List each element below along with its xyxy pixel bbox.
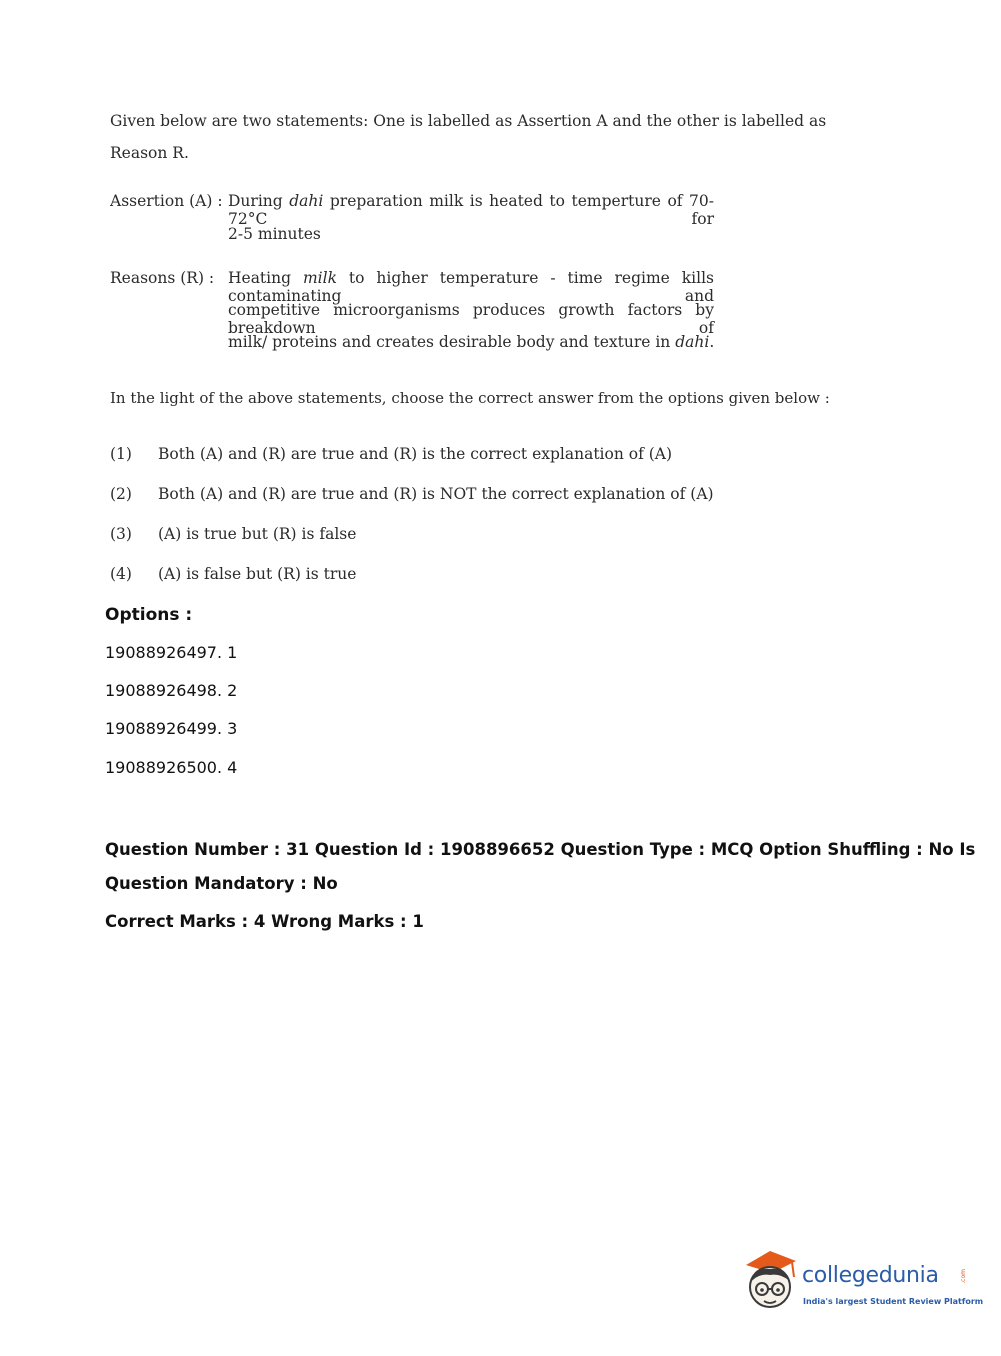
option-item: 19088926497. 1 (105, 643, 238, 662)
option-item: 19088926498. 2 (105, 681, 238, 700)
option-item: 19088926500. 4 (105, 758, 238, 777)
choice-text: (A) is false but (R) is true (158, 565, 357, 583)
logo-suffix: .com (960, 1269, 967, 1284)
choice-text: (A) is true but (R) is false (158, 525, 357, 543)
reason-line-2: competitive microorganisms produces growth factors by breakdown of (228, 301, 714, 337)
assertion-line-1: During dahi preparation milk is heated to temperture of 70-72°C for (228, 192, 715, 228)
choice-num: (3) (110, 525, 132, 543)
logo-tagline: India's largest Student Review Platform (803, 1297, 984, 1306)
options-heading: Options : (105, 605, 193, 625)
intro-line-1: Given below are two statements: One is labelled as Assertion A and the other is labelled as (110, 112, 827, 130)
choice-text: Both (A) and (R) are true and (R) is NOT the correct explanation of (A) (158, 485, 714, 503)
reason-line-1: Heating milk to higher temperature - time regime kills contaminating and (228, 269, 714, 305)
question-meta-line-2: Question Mandatory : No (105, 874, 338, 893)
choice-num: (2) (110, 485, 132, 503)
assertion-label: Assertion (A) : (110, 192, 223, 210)
choice-num: (1) (110, 445, 132, 463)
marks-line: Correct Marks : 4 Wrong Marks : 1 (105, 912, 424, 931)
intro-line-2: Reason R. (110, 144, 189, 162)
logo-name: collegedunia (802, 1263, 939, 1288)
assertion-line-2: 2-5 minutes (228, 225, 321, 243)
reason-label: Reasons (R) : (110, 269, 215, 287)
collegedunia-logo (740, 1247, 984, 1317)
reason-line-3: milk/ proteins and creates desirable body and texture in dahi. (228, 333, 715, 351)
question-meta-line-1: Question Number : 31 Question Id : 1908896652 Question Type : MCQ Option Shuffling : No Is (105, 840, 976, 859)
choice-num: (4) (110, 565, 132, 583)
choice-text: Both (A) and (R) are true and (R) is the correct explanation of (A) (158, 445, 673, 463)
option-item: 19088926499. 3 (105, 719, 238, 738)
instruction: In the light of the above statements, choose the correct answer from the options given below : (110, 389, 830, 407)
mascot-icon (740, 1247, 802, 1317)
